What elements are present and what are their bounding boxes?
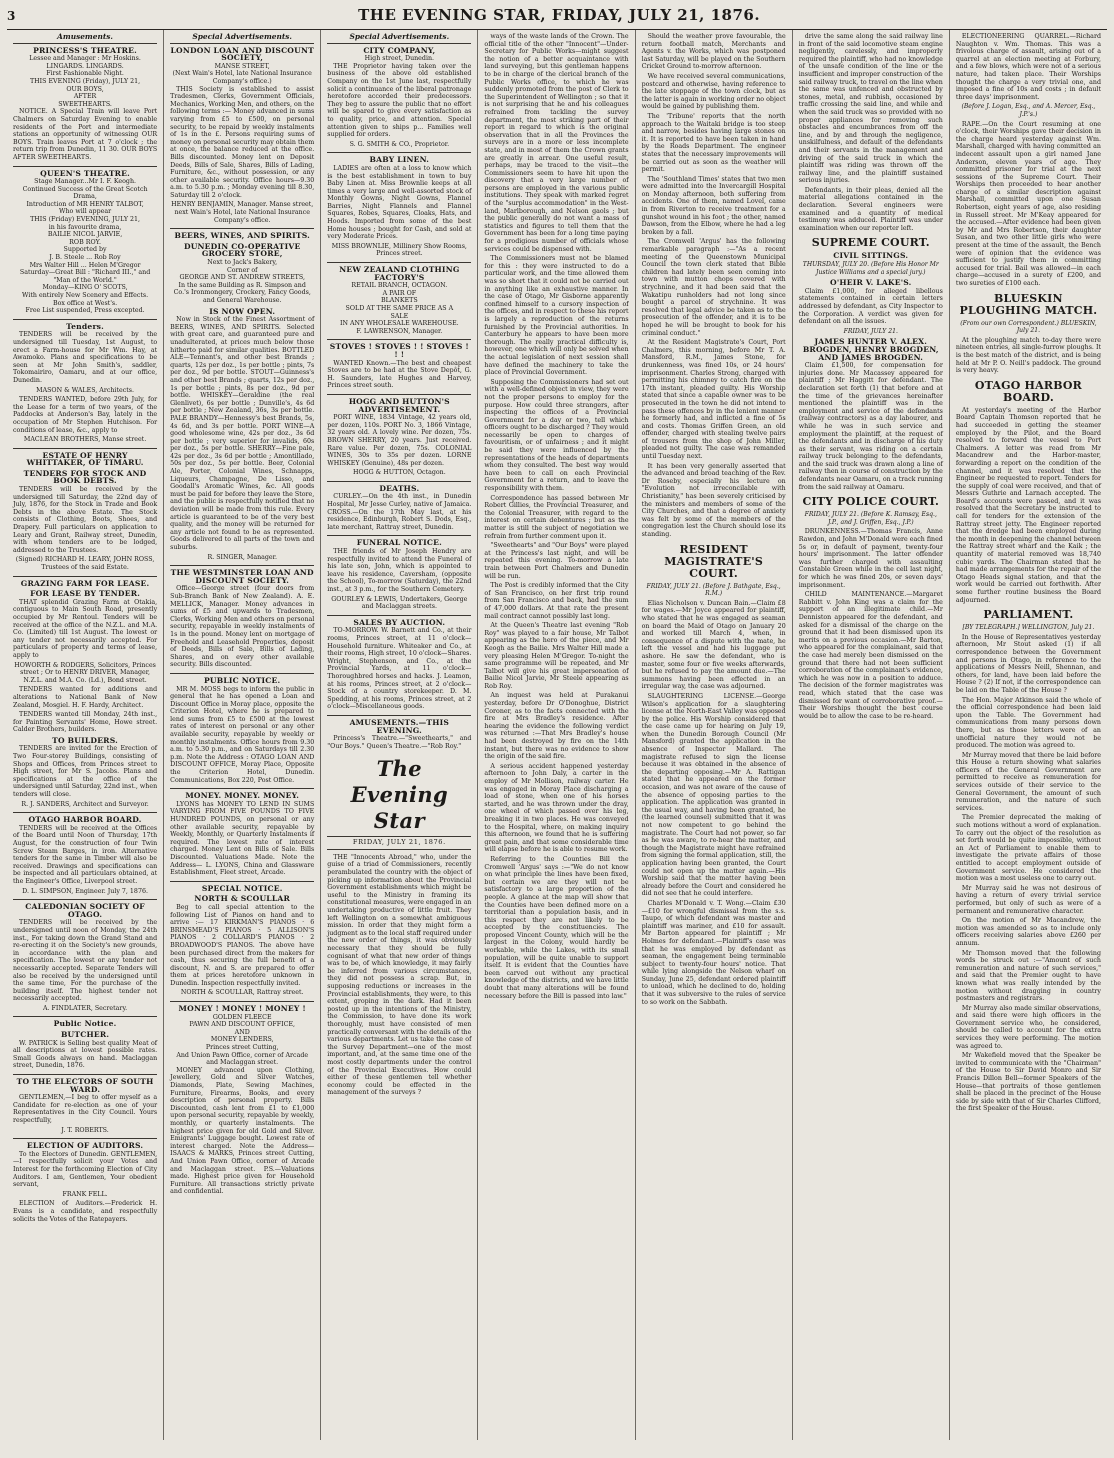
column-2 [164,30,321,1440]
ad-heading: TENDERS FOR STOCK AND BOOK DEBTS. [23,468,147,486]
ad-lines [170,1014,314,1067]
ad-line: With entirely New Scenery and Effects. [22,292,149,299]
paragraph: The 'Southland Times' states that two men were admitted into the Invercargill Hospital on Monday afternoon, both suffering from accidents. One of them, named Lovel, came in from Riverton to receive treatment for a gunshot wound in his foot ; the other, named Dawson, from the Elbow, where he had a leg broken by a fall. [641,175,786,236]
paragraph: CURLEY.—On the 4th inst., in Dunedin Hospital, Mr Jesse Curley, native of Jamaica. CROSS.—On the 17th May last, at his residence, Edinburgh, Robert S. Dods, Esq., late merchant, Rattray street, Dunedin. [327,493,472,531]
ad-line: In the same Building as R. Simpson and Co.'s Ironmongery, Crockery, Fancy Goods, and General Warehouse. [173,281,311,304]
ad-line: And Union Pawn Office, corner of Arcade and Maclaggan street. [176,1051,309,1067]
paragraph: "Sweethearts" and "Our Boys" were played at the Princess's last night, and will be repeated this evening. To-morrow a late train between Port Chalmers and Dunedin will be run. [484,542,629,580]
article-heading: CITY POLICE COURT. [802,495,940,509]
ad-line: Lessee and Manager : Mr Hoskins. [29,55,141,63]
ad-heading: DEATHS. [379,483,420,493]
ad-line: Box office at West's. [52,299,118,307]
ad-heading: TO BUILDERS. [52,735,118,745]
ad-line: Free List suspended, Press excepted. [25,307,145,315]
masthead [7,6,1107,30]
signature: NORTH & SCOULLAR, Rattray street. [180,989,304,997]
column-5 [636,30,793,1440]
ad-line: BLANKETS [381,297,418,305]
divider [13,319,157,320]
paragraph: THE Proprietor having taken over the business of the above old established Company on the 1st June last, respectfully solicit a continuance of the liberal patronage heretofore accorded their predecessors. They beg to assure the public that no effort will be spared to give every satisfaction as to quality, price, and attention. Special attention given to ships p... Families well supplied for orders. [327,62,472,139]
signature: D. L. SIMPSON, Engineer. July 7, 1876. [22,887,148,895]
paragraph: Mr Murray also made similar observations, and said there were high officers in the Government service who, he considered, should be called to account for the extra services they were performing. The motion was agreed to. [955,1004,1101,1050]
ad-heading: OTAGO HARBOR BOARD. [28,815,142,825]
ad-lines [13,55,157,108]
column-7 [950,30,1107,1440]
ad-line: AND [234,1028,250,1036]
divider [13,812,157,813]
article-heading: SUPREME COURT. [811,236,930,250]
paragraph: Correspondence has passed between Mr Robert Gillies, the Provincial Treasurer, and the Colonial Treasurer, with regard to the interest on certain debentures ; but as the matter is still the subject of negotiation we refrain from further comment upon it. [484,494,629,540]
divider [13,1138,157,1139]
ad-line: Mrs Walter Hill ... Helen M'Gregor [29,261,141,269]
paragraph: TENDERS will be received by the undersigned till Tuesday, 1st August, to erect a Farm-house for Mr Wm. Hay, at Awamoko. Plans and specifications to be seen at Mr John Smith's, saddler, Tokomairiro, Oamaru, and at our office, Dunedin. [13,331,158,384]
section-heading: Special Advertisements. [327,33,471,44]
paragraph: LYONS has MONEY TO LEND IN SUMS VARYING FROM FIVE POUNDS TO FIVE HUNDRED POUNDS, on personal or any other available security, repayable by Weekly, Monthly, or Quarterly Instalments if required. The lowest rate of interest charged. Money Lent on Bills of Sale. Bills Discounted. Valuations Made. Note the Address— L. LYONS, China and Glassware Establishment, Fleet street, Arcade. [170,800,315,877]
divider [327,481,471,482]
ad-heading: DUNEDIN CO-OPERATIVE GROCERY STORE, [183,241,301,259]
ad-line: (Next Wain's Hotel, late National Insurance Company's office.) [172,70,312,85]
divider [327,339,471,340]
signature: MASON & WALES, Architects. [36,386,134,394]
article-heading: BLUESKIN PLOUGHING MATCH. [959,291,1098,317]
ad-line: SOLD AT THE SAME PRICE AS A [345,305,454,312]
ad-heading: TO THE ELECTORS OF SOUTH WARD. [16,1077,154,1094]
ad-line: GOLDEN FLEECE [212,1013,272,1021]
ad-line: A PAIR OF [382,289,417,297]
ad-heading: PRINCESS'S THEATRE. [33,45,138,55]
dateline-note: FRIDAY, JULY 21. [843,327,898,335]
ad-lines [170,259,314,305]
paragraph: Mr Wakefield moved that the Speaker be invited to communicate with the "Chairman" of the House to Sir David Monro and Sir Francis Dillon Bell—former Speakers of the House—that portraits of those gentlemen shall be placed in the precinct of the House side by side with that of Sir Charles Clifford, the first Speaker of the House. [955,1052,1101,1113]
signature: S. G. SMITH & CO., Proprietor. [349,140,450,148]
divider [327,615,471,616]
signature: FRANK FELL. [62,1190,108,1198]
paragraph: drive the same along the said railway line in front of the said locomotive steam engine negligently, carelessly, and improperly required the plaintiff, who had no knowledge of the unsafe condition of the line or the insufficient and improper construction of the said railway truck, to travel on the line when the same was unfenced and obstructed by stones, metal, and rubbish, occasioned by traffic crossing the said line, and while and when the said truck was so provided with no proper appliances for removing such obstacles and encumbrances from off the line, and by and through the negligence, unskilfulness, and default of the defendants and their servants in the management and driving of the said truck in which the plaintiff was riding was thrown off the railway line, and the plaintiff sustained serious injuries. [798,33,943,185]
ad-line: BAILIE NICOL JARVIE, [47,231,123,239]
paragraph: ways of the waste lands of the Crown. The official title of the other "Innocent"—Under-Secretary for Public Works—might suggest the notion of a better acquaintance with land surveying, but this gentleman happens to be in charge of the clerical branch of the Public Works office, to which he was suddenly promoted from the post of Clerk to the Superintendent of Wellington ; so that it is not surprising that he and his colleagues refrained from tackling the survey department, the most striking part of their report in regard to which is the original observation that in all the Provinces the surveys are in a more or less incomplete state, and in most of them the Crown grants are greatly in arrear. One useful result, perhaps, may be traced to the visit—the Commissioners seem to have hit upon the discovery that a very large number of persons are employed in the various public institutions. They speak with marked regret of the "surplus accommodation" in the West-land, Marlborough, and Nelson gaols ; but the public generally do not want a mass of statistics and figures to tell them that the Government has been for a long time paying for a prodigious number of officials whose services could be dispensed with. [484,33,629,253]
ad-heading: SPECIAL NOTICE. [201,883,283,893]
divider [170,228,314,229]
ad-line: First Fashionable Night. [46,70,124,78]
divider [327,262,471,263]
paragraph: Beg to call special attention to the following List of Pianos on hand and to arrive :— 17 KIRKMAN'S PIANOS · 6 BRINSMEAD'S PIANOS · 5 ALLISON'S PIANOS · 2 COLLARD'S PIANOS · 2 BROADWOOD'S PIANOS. The above have been purchased direct from the makers for cash, thus securing the full benefit of a discount, N. and S. are prepared to offer them at prices heretofore unknown in Dunedin. Inspection respectfully invited. [170,903,315,987]
newspaper-page [7,6,1107,1446]
ad-heading: ELECTION OF AUDITORS. [26,1141,144,1151]
signature: HENRY BENJAMIN, Manager. Manse street, next Wain's Hotel, late National Insurance Company's office. [171,201,314,224]
paragraph: It has been very generally asserted that the advanced and broad teaching of the Rev. Dr Roseby, especially his lecture on "Evolution not irreconcilable with Christianity," has been severely criticised by the ministers and members of some of the City Churches, and that a degree of anxiety was felt by some of the members of the congregation lest the Church should lose its standing. [641,462,786,538]
ad-line: Princes street Cutting, [205,1044,279,1052]
article-heading: OTAGO HARBOR BOARD. [974,378,1083,404]
paragraph: WANTED Known.—The best and cheapest Stoves are to be had at the Stove Depôt, G. H. Saunders, late Hughes and Harvey, Princes street south. [327,359,472,390]
ad-heading: Tenders. [66,321,104,331]
dateline-note: (From our own Correspondent.) BLUESKIN, July 21. [960,319,1097,335]
divider [327,715,471,716]
paragraph: A serious accident happened yesterday afternoon to John Daly, a carter in the employ of Mr Mollison, railway carter. He was engaged in Moray Place discharging a load of stone, when one of his horses started, and he was thrown under the dray, one wheel of which passed over his leg, breaking it in two places. He was conveyed to the Hospital, where, on making inquiry this afternoon, we found that he is suffering great pain, and that some considerable time will elapse before he is able to resume work. [484,762,629,854]
paragraph: TENDERS will be received by the undersigned till Saturday, the 22nd day of July, 1876, for the Stock in Trade and Book Debts in the above Estate. The Stock consists of Clothing, Boots, Shoes, and Drapery. Full particulars on application to Leary and Grant, Railway street, Dunedin, with whom tenders are to be lodged, addressed to the Trustees. [13,486,158,554]
paragraph: THAT splendid Grazing Farm at Otakia, contiguous to Main South Road, presently occupied by Mr Rentoul. Tenders will be received at the office of the N.Z.L. and M.A. Co. (Limited) till 1st August. The lowest or any tender not necessarily accepted. For particulars of property and terms of lease, apply to [13,598,158,659]
divider [170,565,314,566]
dateline-note: FRIDAY, JULY 21. (Before K. Ramsay, Esq., J.P., and J. Griffen, Esq., J.P.) [804,511,937,526]
paragraph: Mr Thomson moved that the following words be struck out :—"Amount of such remuneration and nature of such services," and said that the Premier ought to have known what was really intended by the motion without dragging in country postmasters and registrars. [955,949,1101,1003]
ad-line: ROB ROY. [69,238,101,246]
ad-heading: BUTCHER. [60,1030,110,1040]
divider [327,152,471,153]
ad-line: THIS (Friday) EVENING, JULY 21, [30,216,141,224]
dateline-note: (Before J. Logan, Esq., and A. Mercer, Esq., J.P.'s.) [961,103,1096,118]
ad-line: Who will appear [59,208,112,216]
ad-lines [13,178,157,315]
paragraph: TENDERS will be received at the Offices of the Board until Noon of Thursday, 17th August, for the construction of four Twin Screw Steam Barges, in iron. Alternative tenders for the same in Timber will also be received. Drawings and specifications can be inspected and all particulars obtained, at the Engineer's Office, Liverpool street. [13,824,158,885]
signature: F. LAWRENSON, Manager. [356,327,443,335]
ad-line: Next to Jack's Bakery, [207,259,278,267]
paragraph: The Commissioners must not be blamed for this : they were instructed to do a particular work, and the time allowed them was so short that it could not be carried out in anything like an exhaustive manner. In the case of Otago, Mr Gisborne apparently confined himself to a cursory inspection of the offices, and in respect to these his report is largely a reproduction of the returns furnished by the Provincial authorities. In Canterbury he appears to have been more thorough. The really practical difficulty is, however, one which will only be solved when the actual legislation of next session shall have defined the machinery to take the place of Provincial Government. [484,255,629,377]
divider [13,448,157,449]
paragraph: RAPE.—On the Court resuming at one o'clock, their Worships gave their decision in the charge heard yesterday against Wm. Marshall, charged with having committed an indecent assault upon a girl named Jane Anderson, eleven years of age. They committed prisoner for trial at the next sessions of the Supreme Court. Their Worships then proceeded to hear another charge of a similar description against Marshall, committed upon one Susan Robertson, eight years of age, also residing in Russell street. Mr M'Keay appeared for the accused.—After evidence had been given by Mr and Mrs Robertson, their daughter Susan, and two other little girls who were present at the time of the assault, the Bench were of opinion that the evidence was sufficient to justify them in committing accused for trial. Bail was allowed—in each charge—accused in a surety of £200, and two sureties of £100 each. [955,120,1101,287]
paragraph: THE friends of Mr Joseph Hendry are respectfully invited to attend the Funeral of his late son, John, which is appointed to leave his residence, Caversham, (opposite the School), To-morrow (Saturday), the 22nd inst., at 3 p.m., for the Southern Cemetery. [327,548,472,593]
ad-heading: MONEY. MONEY. MONEY. [185,791,300,801]
paragraph: ELECTIONEERING QUARREL.—Richard Naughton v. Wm. Thomas. This was a frivolous charge of assault, arising out of a quarrel at an election meeting at Forbury, and a few blows, which were not of a serious nature, had taken place. Their Worships thought the charge a very trivial one, and imposed a fine of 10s and costs ; in default three days' imprisonment. [955,33,1101,101]
ad-line: THIS EVENING (Friday), JULY 21, [29,77,141,85]
paragraph: Claim £1,000, for alleged libellous statements contained in certain letters addressed by defendant, as City Inspector to the Corporation. A verdict was given for defendant on all the issues. [798,287,943,326]
ad-line: MONEY LENDERS, [210,1036,274,1044]
paragraph: Claim £1,500, for compensation for injuries done. Mr Macassey appeared for plaintiff ; Mr Haggitt for defendant. The declaration set forth (1) that before and at the time of the grievances hereinafter mentioned the plaintiff was in the employment and service of the defendants (railway contractors) as a day labourer, and while he was in such service and employment the plaintiff, at the request of the defendants and in discharge of his duty as their servant, was riding on a certain railway truck belonging to the defendants, and the said truck was drawn along a line of railway then in course of construction by the defendants near Oamaru, on a track running from the said railway at Oamaru. [798,362,943,491]
ad-line: Introduction of MR HENRY TALBOT, [26,200,144,208]
ad-heading: FOR LEASE BY TENDER. [30,589,141,599]
ad-line: AFTER [73,93,97,101]
paragraph: Defendants, in their pleas, denied all the material allegations contained in the declaration. Several engineers were examined and a quantity of medical testimony was adduced. Plaintiff was under examination when our reporter left. [798,186,943,232]
ad-heading: MONEY ! MONEY ! MONEY ! [178,1004,306,1014]
ad-heading: NORTH & SCOULLAR [194,894,290,904]
signature: MISS BROWNLIE, Millinery Show Rooms, Princes street. [331,242,467,258]
ad-line: PAWN AND DISCOUNT OFFICE, [189,1021,296,1029]
paragraph: The Hon. Major Atkinson said the whole of the official correspondence had been laid upon the Table. The Government had communications from many persons down there, but as those letters were of an unofficial nature they would not be produced. The motion was agreed to. [955,696,1101,750]
paragraph: TENDERS will be received by the undersigned until noon of Monday, the 24th inst., For taking down the Grand Stand and re-erecting it on the Society's new grounds, in accordance with the plan and specification. The lowest or any tender not necessarily accepted. Separate Tenders will also be received by the undersigned until the same time, For the purchase of the building itself. The highest tender not necessarily accepted. [13,919,158,1003]
newspaper-nameplate: The Evening Star [350,756,449,834]
ad-lines [327,55,471,63]
column-3 [321,30,478,1440]
paragraph: GENTLEMEN,—I beg to offer myself as a Candidate for re-election as one of your Representatives in the City Council. Yours respectfully, [13,1094,158,1124]
column-1 [7,30,164,1440]
signature: HOGG & HUTTON, Octagon. [352,469,446,477]
ad-lines [170,63,314,86]
signature: R. J. SANDERS, Architect and Surveyor. [21,800,149,808]
paragraph: CHILD MAINTENANCE.—Margaret Rabbitt v. John King was a claim for the support of an illegitimate child.—Mr Denniston appeared for the defendant, and asked for a dismissal of the charge on the ground that it had been dismissed upon its merits on a previous occasion.—Mr Barton, who appeared for the complainant, said that the case had merely been dismissed on the ground that there had not been sufficient corroboration of the complainant's evidence, which he was now in a position to adduce. The decision of the former magistrates was read, which stated that the case was dismissed for want of corroborative proof.—Their Worships thought the best course would be to allow the case to be re-heard. [798,591,943,720]
paragraph: Should the weather prove favourable, the return football match, Merchants and Agents v. the Works, which was postponed last Saturday, will be played on the Southern Cricket Ground to-morrow afternoon. [641,33,786,71]
paragraph: ELECTION of Auditors.—Frederick H. Evans is a candidate, and respectfully solicits the Votes of the Ratepayers. [13,1200,158,1223]
signature: A. FINDLATER, Secretary. [42,1004,128,1012]
paragraph: TENDERS are invited for the Erection of Two Four-storey Buildings, consisting of Shops and Offices, from Princes street to High street, for Mr S. Jacobs. Plans and specifications at the office of the undersigned until Saturday, 22nd inst., when tenders will close. [13,745,158,799]
ad-heading: CITY COMPANY, [363,45,436,55]
signature: (Signed) RICHARD H. LEARY, JOHN ROSS, Trustees of the said Estate. [15,556,155,571]
ad-line: MANSE STREET, [214,62,270,70]
ad-line: Corner of [226,266,258,274]
ad-heading: ESTATE OF HENRY WHITTAKER, OF TIMARU. [26,450,144,468]
ad-heading: SALES BY AUCTION. [353,617,446,627]
paragraph: TENDERS wanted for additions and alterations to National Bank of New Zealand, Mosgiel. H. F. Hardy, Architect. [13,686,158,709]
ad-lines [327,282,471,328]
paragraph: Office—George street (four doors from Sub-Branch Bank of New Zealand). A. E. MELLICK, Manager. Money advances in sums of £5 and upwards to Tradesmen, Clerks, Working Men and others on personal security, repayable in weekly instalments of 1s in the pound. Money lent on mortgage of Freehold and Leasehold Properties, deposit of Deeds, Bills of Sale, Bills of Lading, Shares, and on every other available security. Bills discounted. [170,585,315,669]
paragraph: TENDERS WANTED, before 29th July, for the Lease for a term of two years, of the Paddocks at Anderson's Bay, lately in the occupation of Mr Stephen Hutchison. For conditions of lease, &c., apply to [13,396,158,434]
ad-line: J. B. Steele ... Rob Roy [49,254,121,262]
paragraph: Princess's Theatre.—"Sweethearts," and "Our Boys." Queen's Theatre.—"Rob Roy." [327,735,472,750]
paragraph: MR M. MOSS begs to inform the public in general that he has opened a Loan and Discount Office in Moray place, opposite the Criterion Hotel, where he is prepared to lend sums from £5 to £500 at the lowest rates of interest on personal or any other available security, repayable by weekly or monthly instalments. Office hours from 9.30 a.m. to 5.30 p.m., and on Saturdays till 2.30 p.m. Note the Address : OTAGO LOAN AND DISCOUNT OFFICE, Moray Place, Opposite the Criterion Hotel, Dunedin. Communications, Box 220, Post Office. [170,685,315,784]
divider [170,788,314,789]
divider [13,1074,157,1075]
ad-line: SWEETHEARTS. [58,100,112,108]
issue-date: FRIDAY, JULY 21, 1876. [327,836,471,850]
divider [13,166,157,167]
column-6 [793,30,950,1440]
dateline-note: THURSDAY, JULY 20. (Before His Honor Mr Justice Williams and a special jury.) [802,261,939,276]
paragraph: On the motion of Mr Macandrew, the motion was amended so as to include only officers receiving salaries above £260 per annum. [955,917,1101,947]
ad-line: OUR BOYS, [66,85,104,93]
signature: J. T. ROBERTS. [61,1126,109,1134]
divider [327,394,471,395]
ad-heading: NEW ZEALAND CLOTHING FACTORY'S [339,265,460,282]
paragraph: SLAUGHTERING LICENSE.—George Wilson's application for a slaughtering license at the North-East Valley was opposed by the police. His Worship considered that the case came up for hearing on July 19, when the Dunedin Borough Council (Mr Mansford) granted the application in the absence of Inspector Mallard. The magistrate refused to sign the license because it was obtained in the absence of the departing opposing.—Mr A. Rattigan stated that he appeared on the former occasion, and was not aware of the cause of the absence of opposing parties to the application. The application was granted in the usual way, and having been granted, he (the learned counsel) submitted that it was not now competent to go behind the magistrate. The Court had not power, so far as he was aware, to re-hear the matter, and though the Magistrate might have refrained from signing the formal application, still, the application having been granted, the Court could not open up the matter again.—His Worship said that the matter having been already before the Court and considered he did not see that he could interfere. [641,692,786,898]
ad-line: Continued Success of the Great Scotch Drama, [22,185,148,201]
paragraph: The 'Tribune' reports that the north approach to the Waitaki bridge is too steep and narrow, besides having large stones on it. It is reported to have been taken in hand by the Roads Department. The engineer states that the necessary improvements will be carried out as soon as the weather will permit. [641,112,786,174]
column-grid [7,30,1107,1440]
ad-line: Monday—KING O' SCOTS, [42,284,128,292]
paragraph: DRUNKENNESS.—Thomas Francis, Anne Rawdon, and John M'Donald were each fined 5s or, in default of payment, twenty-four hours' imprisonment. The latter offender was further charged with assaulting Constable Green while in the cell last night, for which he was fined 20s, or seven days' imprisonment. [798,528,943,589]
paragraph: In the House of Representatives yesterday afternoon, Mr Stout asked (1) if all correspondence between the Government and persons in Otago, in reference to the applications of Messrs Neill, Shennan, and others, for land, have been laid before the House ? (2) If not, if the correspondence can be laid on the Table of the House ? [955,633,1101,694]
signature: MACLEAN BROTHERS, Manse street. [23,436,147,444]
ad-heading: FUNERAL NOTICE. [356,538,442,548]
paragraph: Elias Nicholson v. Duncan Bain.—Claim £8 for wages.—Mr Joyce appeared for plaintiff, who stated that he was engaged as seaman on board the Maid of Otago on January 20 and worked till March 4, when, in consequence of a dispute with the mate, he left the vessel and had his luggage put ashore. He saw the defendant, who is master, some four or five weeks afterwards, but he refused to pay the amount due.—The summons having been effected in an irregular way, the case was adjourned. [641,599,786,691]
ad-line: GEORGE AND ST. ANDREW STREETS, [179,274,305,282]
paragraph: Mr Murray moved that there be laid before this House a return showing what salaries officers of the General Government are permitted to receive as remuneration for services outside of their service to the General Government, the amount of such remuneration, and the nature of such services. [955,751,1101,812]
dateline-note: [BY TELEGRAPH.] WELLINGTON, July 21. [962,624,1095,632]
ad-heading: LONDON LOAN AND DISCOUNT SOCIETY, [170,45,314,63]
ad-line: SALE [390,312,409,320]
paragraph: At the Resident Magistrate's Court, Port Chalmers, this morning, before Mr T. A. Mansford, R.M., James Stone, for drunkenness, was fined 10s, or 24 hours' imprisonment. Charles Strong, charged with permitting his chimney to catch fire on the 17th instant, pleaded guilty. His Worship stated that since a capable owner was to be prosecuted in the town he did not intend to pass these offences by in the lenient manner he formerly had, and inflicted a fine of 5s and costs. Thomas Griffen Green, an old offender, charged with stealing twelve pairs of trousers from the shop of John Miller, pleaded not guilty. The case was remanded until Tuesday next. [641,339,786,461]
ad-heading: CALEDONIAN SOCIETY OF OTAGO. [25,902,145,919]
paragraph: TO-MORROW. W. Barnett and Co., at their rooms, Princes street, at 11 o'clock—Household furniture. Whiteaker and Co., at their rooms, High street, 10 o'clock—Shares. Wright, Stephenson, and Co., at the Provincial Yards, at 11 o'clock—Thoroughbred horses and hacks. J. Leamon, at his rooms, Princes street, at 2 o'clock—Stock of a country storekeeper. D. M. Spedding, at his rooms, Princes street, at 2 o'clock—Miscellaneous goods. [327,627,472,711]
signature: HOWORTH & RODGERS, Solicitors, Princes street ; Or to HENRY DRIVER, Manager, N.Z.L. and M.A. Co. (Ld.), Bond street. [14,661,156,684]
paragraph: THIS Society is established to assist Tradesmen, Clerks, Government Officials, Mechanics, Working Men, and others, on the following terms :— Money advanced in sums varying from £5 to £500, on personal security, to be repaid by weekly instalments of 1s in the £. Persons requiring sums of money on personal security may obtain them at once, the balance reduced at the office. Bills discounted. Money lent on Deposit Deeds, Bills of Sale, Shares, Bills of Lading, Furniture, &c., without possession, or any other available security. Office hours—9.30 a.m. to 5.30 p.m. ; Monday evening till 8.30, Saturday till 2 o'clock. [170,85,315,199]
paragraph: LADIES are often at a loss to know which is the best establishment in town to buy Baby Linen at. Miss Brownlie keeps at all times a very large and well-assorted stock of Monthly Gowns, Night Gowns, Flannel Barries, Night Flannels and Flannel Squares, Robes, Squares, Cloaks, Hats, and Hoods. Imported from some of the best Home houses ; bought for Cash, and sold at very Moderate Prices. [327,164,472,241]
signature: GOURLEY & LEWIS, Undertakers, George and Maclaggan streets. [331,595,468,611]
ad-heading: AMUSEMENTS.—THIS EVENING. [349,717,450,735]
paragraph: At the ploughing match to-day there were nineteen entries, all single-furrow ploughs. It is the best match of the district, and is being held at Mr P. O. Neill's paddock. The ground is very heavy. [955,336,1101,375]
section-heading: Special Advertisements. [170,33,314,44]
paragraph: Supposing the Commissioners had set out with a well-defined object in view, they were not the proper persons to employ for the purpose. How could three strangers, after inspecting the offices of a Provincial Government for a day or two, tell which officers ought to be discharged ? They would necessarily be open to charges of favouritism, or of unfairness ; and it might be said they were influenced by the representations of the heads of departments whom they consulted. The best way would have been to call on each Provincial Government for a return, and to leave the responsibility with them. [484,378,629,493]
ad-heading: STOVES ! STOVES ! ! STOVES ! ! ! [329,342,469,359]
ad-heading: HOGG AND HUTTON'S ADVERTISEMENT. [348,396,450,414]
ad-line: LINGARDS. LINGARDS. [46,62,124,70]
article-subheading: CIVIL SITTINGS. [833,251,909,261]
ad-heading: QUEEN'S THEATRE. [40,168,131,178]
divider [327,535,471,536]
ad-heading: Public Notice. [53,1019,117,1029]
paragraph: Referring to the Counties Bill the Cromwell 'Argus' says :—"We do not know on what principle the lines have been fixed, but certain we are they will not be satisfactory to a large proportion of the people. A glance at the map will show that the Counties have been defined more on a territorial than a population basis, and in this respect they are not likely to be accepted by the constituencies. The proposed Vincent County, which will be the largest in the Colony, would hardly be workable, while the Lakes, with its small population, will be quite unable to support itself. It is evident that the Counties have been carved out without any practical knowledge of the districts, and we have little doubt that many alterations will be found necessary before the Bill is passed into law." [484,855,629,1000]
ad-line: Supported by [63,246,107,254]
dateline-note: FRIDAY, JULY 21. (Before J. Bathgate, Esq., R.M.) [646,582,781,598]
paragraph: The Post is credibly informed that the City of San Francisco, on her first trip round from San Francisco and back, had the sum of 47,000 dollars. At that rate the present mail contract cannot possibly last long. [484,582,629,620]
divider [170,673,314,674]
ad-line: Stage Manager...Mr I. F. Keogh. [34,178,137,186]
paragraph: At the Queen's Theatre last evening "Rob Roy" was played to a fair house, Mr Talbot appearing as the hero of the piece, and Mr Keogh as the Bailie. Mrs Walter Hill made a very pleasing Helen M'Gregor. To-night the same programme will be repeated, and Mr Talbot will give his great impersonation of Bailie Nicol Jarvie, Mr Steele appearing as Rob Roy. [484,622,629,690]
paragraph: The Cromwell 'Argus' has the following remarkable paragraph :—"As a recent meeting of the Queenstown Municipal Council the town clerk stated that Bible children had lately been seen coming into town with mutton chops covered with strychnine, and it had been said that the Wakatipu runholders had not long since bought a parcel of strychnine. It was resolved that legal advice be taken as to the prosecution of the offender, and it is to be hoped he will be brought to book for his criminal conduct." [641,238,786,337]
divider [13,1016,157,1017]
divider [13,899,157,900]
paragraph: An inquest was held at Purakanui yesterday, before Dr O'Donoghue, District Coroner, as to the facts connected with the fire at Mrs Bradley's residence. After hearing the evidence the following verdict was returned :—That Mrs Bradley's house had been destroyed by fire on the 14th instant, but there was no evidence to show the origin of the said fire. [484,692,629,761]
paragraph: PORT WINE, 1834 Vintage, 42 years old, per dozen, 110s. PORT No. 3, 1866 Vintage, 32 years old. A lovely wine. Per dozen, 75s. BROWN SHERRY, 20 years. Just received. Rare value. Per dozen, 75s. COLONIAL WINES, 30s to 35s per dozen. LORNE WHISKEY (Genuine), 48s per dozen. [327,414,472,467]
ad-heading: GRAZING FARM FOR LEASE. [20,578,150,588]
ad-line: IN ANY WHOLESALE WAREHOUSE. [340,320,459,328]
article-subheading: O'HEIR V. LAKE'S. [830,278,912,288]
ad-line: Saturday—Great Bill : "Richard III.," and "Man of the World." [19,269,151,284]
divider [170,881,314,882]
ad-heading: IS NOW OPEN. [209,306,276,316]
paragraph: Now in Stock of the Finest Assortment of BEERS, WINES, AND SPIRITS. Selected with great care, and guaranteed pure and unadulterated, at prices much below those hitherto paid for similar qualities. BOTTLED ALE—Tennant's, and other best Brands ; quarts, 12s per doz., 1s per bottle ; pints, 7s per doz., 9d per bottle. STOUT—Guinness's and other best Brands ; quarts, 12s per doz., 1s per bottle ; pints, 8s per doz., 9d per bottle. WHISKEY—Geraldine (the real Glenlivet), 6s per bottle ; Dunville's, 4s 6d per bottle ; New Zealand, 36s, 3s per bottle. PALE BRANDY—Hennessy's best Brands, 5s, 4s 6d, and 3s per bottle. PORT WINE—A good wholesome wine, 42s per doz., 3s 6d per bottle ; very superior for invalids, 60s per doz., 5s per bottle. SHERRY—Fine pale, 42s per doz., 3s 6d per bottle ; Amontillado, 50s per doz., 5s per bottle. Beer, Colonial Ale, Porter, Colonial Wines, Schnapps, Liqueurs, Champagne, De Lisso, and Goodall's Aromatic Wines, &c. All goods must be paid for before they leave the Store, and the public is respectfully notified that no deviation will be made from this rule. Every article is guaranteed to be of the very best quality, and the money will be returned for any article not found to be as represented. Goods delivered to all parts of the town and suburbs. [170,316,315,551]
paragraph: THE "Innocents Abroad," who, under the guise of a triad of Commissioners, recently perambulated the country with the object of picking up information about the Provincial Government establishments which might be useful to the Ministry in framing its constitutional measures, were engaged in an undertaking productive of little fruit. They left Wellington on a somewhat ambiguous mission. In order that they might form a judgment as to the local staff required under the new order of things, it was obviously necessary that they should be fully cognisant of what that new order of things was to be, of which knowledge, it may fairly be inferred from various circumstances, they did not possess a scrap. But, in supposing reductions or increases in the Provincial establishments, they were, to this extent, groping in the dark. Had it been posted up in the intentions of the Ministry, the Commission, to have done its work thoroughly, must have consisted of men practically conversant with the details of the various departments. Let us take the case of the Survey Department—one of the most important, and, at the same time one of the most costly departments under the control of the Provincial Executives. How could either of these gentlemen tell whether economy could be effected in the management of the surveys ? [327,853,472,1097]
signature: R. SINGER, Manager. [207,553,277,561]
paragraph: NOTICE. A Special Train will leave Port Chalmers on Saturday Evening to enable residents of the Port and intermediate stations an opportunity of witnessing OUR BOYS. Train leaves Port at 7 o'clock ; the return trip from Dunedin, 11 30. OUR BOYS AFTER SWEETHEARTS. [13,108,158,161]
ad-line: RETAIL BRANCH, OCTAGON. [351,282,448,290]
page-number: 3 [7,9,16,23]
ad-line: in his favourite drama, [48,223,122,231]
ad-heading: BEERS, WINES, AND SPIRITS. [174,231,310,241]
newspaper-title: THE EVENING STAR, FRIDAY, JULY 21, 1876. [358,6,761,24]
paragraph: TENDERS wanted till Monday, 24th inst., for Painting Servants' Home, Howe street. Calder Brothers, builders. [13,711,158,734]
divider [13,576,157,577]
divider [170,1001,314,1002]
article-subheading: JAMES HUNTER V. ALEX. BROGDEN, HENRY BROGDEN, AND JAMES BROGDEN. [802,337,939,362]
column-4 [478,30,635,1440]
paragraph: To the Electors of Dunedin. GENTLEMEN,—I respectfully solicit your Votes and Interest for the forthcoming Election of City Auditors. I am, Gentlemen, Your obedient servant, [13,1150,158,1189]
paragraph: The Premier deprecated the making of such motions without a word of explanation. To carry out the object of the resolution as set forth would be quite impossible, without an Act of Parliament to enable them to investigate the private affairs of those entitled to accept employment outside of Government service. He considered the motion was a most useless one to carry out. [955,814,1101,883]
article-heading: RESIDENT MAGISTRATE'S COURT. [664,542,763,580]
paragraph: MONEY advanced upon Clothing, Jewellery, Gold and Silver Watches, Diamonds, Plate, Sewing Machines, Furniture, Firearms, Books, and every description of personal property. Bills Discounted, cash lent from £1 to £1,000 upon personal security, repayable by weekly, monthly, or quarterly instalments. The highest price given for old Gold and Silver. Emigrants' Luggage bought. Lowest rate of interest charged. Note the Address— ISAACS & MARKS, Princes street Cutting, And Union Pawn Office, corner of Arcade and Maclaggan street. P.S.—Valuations made. Highest price given for Household Furniture. All transactions strictly private and confidential. [170,1066,315,1196]
paragraph: Charles M'Donald v. T. Wong.—Claim £30—£10 for wrongful dismissal from the s.s. Taupo, of which defendant was master and plaintiff was mariner, and £10 for assault. Mr Barton appeared for plaintiff ; Mr Holmes for defendant.—Plaintiff's case was that he was employed by defendant as seaman, the engagement being terminable subject to twenty-four hours' notice. That while lying alongside the Nelson wharf on Sunday, June 25, defendant ordered plaintiff to unload, which he declined to do, holding that it was subversive to the rules of service to so work on the Sabbath. [641,899,786,1006]
ad-heading: THE WESTMINSTER LOAN AND DISCOUNT SOCIETY. [170,568,314,585]
paragraph: We have received several communications, postcard and otherwise, having reference to the late stoppage of the town clock, but as the latter is again in working order no object would be gained by publishing them. [641,72,786,111]
page-number-spacer [1103,9,1107,23]
paragraph: Mr Murray said he was not desirous of having a return of every trivial service performed, but only of such as were of a permanent and remunerative character. [955,884,1101,915]
ad-heading: BABY LINEN. [369,155,430,165]
article-heading: PARLIAMENT. [983,608,1074,622]
ad-line: High street, Dunedin. [364,55,435,63]
paragraph: W. PATRICK is Selling best quality Meat of all descriptions at lowest possible rates. Small Goods always on hand. Maclaggan street, Dunedin, 1876. [13,1039,158,1070]
section-heading: Amusements. [13,33,157,44]
paragraph: At yesterday's meeting of the Harbor Board Captain Thomson reported that he had succeeded in getting the steamer employed by the Pilot, and the Board resolved to forward the vessel to Port Chalmers. A letter was read from Mr Macandrew and the Harbor-master, forwarding a report on the condition of the channel, and it was resolved that the Engineer be requested to report. Tenders for the supply of coal were received, and that of Messrs Guthrie and Larnach accepted. The Board's accounts were passed, and it was resolved that the Secretary be instructed to call for tenders for the extension of the Rattray street jetty. The Engineer reported that the dredge had been employed during the month in deepening the channel between the Rattray street wharf and the Kaik ; the quantity of material removed was 18,740 cubic yards. The Chairman stated that he had made arrangements for the repair of the Otago Heads signal station, and that the work would be carried out forthwith. After some further routine business the Board adjourned. [955,406,1101,604]
ad-heading: PUBLIC NOTICE. [204,675,281,685]
